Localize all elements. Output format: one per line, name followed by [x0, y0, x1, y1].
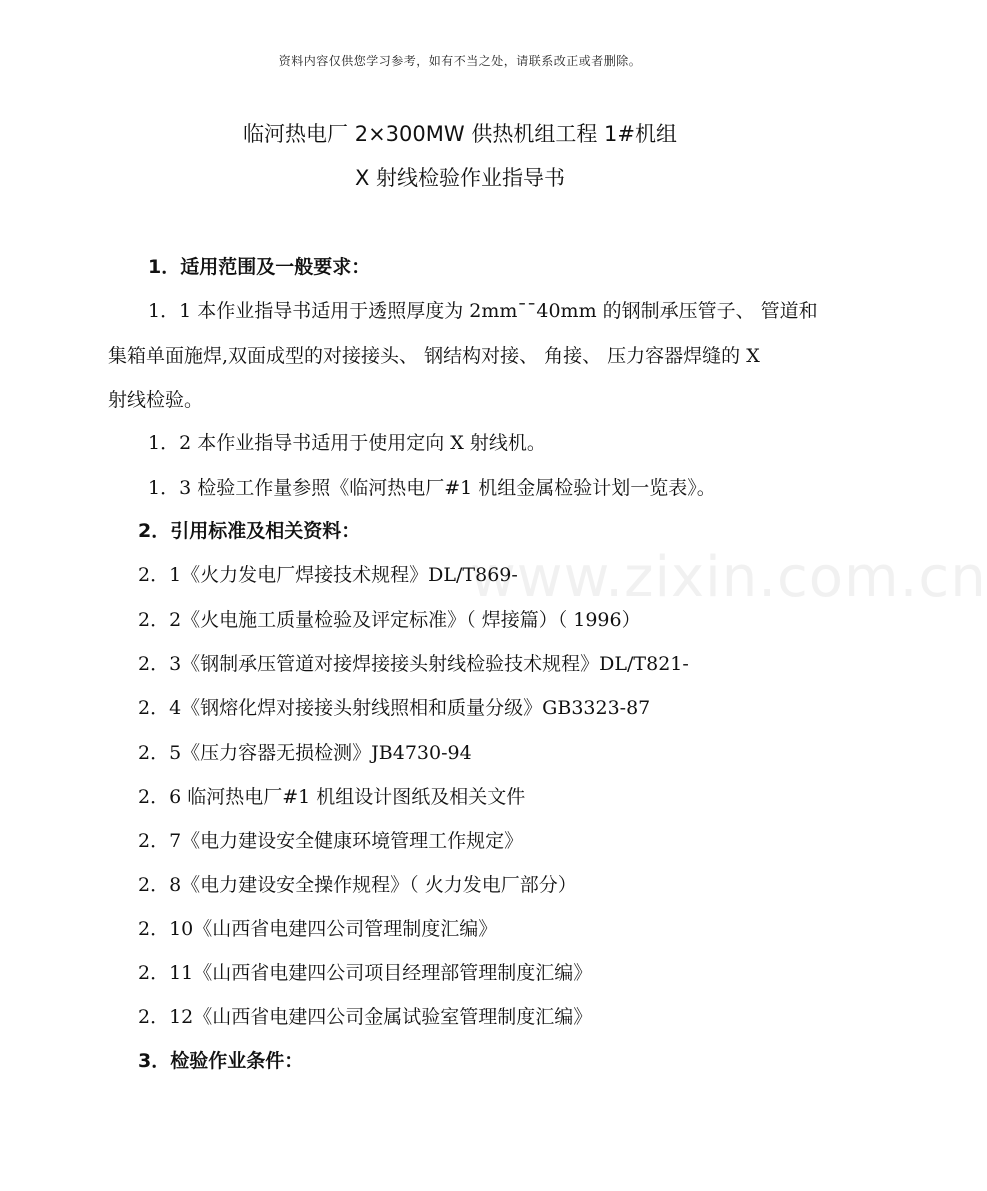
- clause-2-4: 2．4《钢熔化焊对接接头射线照相和质量分级》GB3323-87: [138, 697, 651, 719]
- clause-2-2: 2．2《火电施工质量检验及评定标准》（ 焊接篇）（ 1996）: [138, 609, 641, 631]
- clause-1-3: 1．3 检验工作量参照《临河热电厂#1 机组金属检验计划一览表》。: [148, 477, 716, 499]
- clause-2-1: 2．1《火力发电厂焊接技术规程》DL/T869-: [138, 564, 518, 586]
- disclaimer-header: 资料内容仅供您学习参考，如有不当之处，请联系改正或者删除。: [278, 54, 642, 68]
- clause-1-1-line3: 射线检验。: [108, 389, 204, 411]
- section-3-heading: 3．检验作业条件：: [138, 1050, 304, 1072]
- clause-2-8: 2．8《电力建设安全操作规程》（ 火力发电厂部分）: [138, 874, 577, 896]
- clause-2-11: 2．11《山西省电建四公司项目经理部管理制度汇编》: [138, 962, 593, 984]
- clause-1-1-line1: 1．1 本作业指导书适用于透照厚度为 2mm¯¯40mm 的钢制承压管子、 管道和: [148, 300, 818, 322]
- watermark: www.zixin.com.cn: [470, 545, 987, 610]
- section-2-heading: 2．引用标准及相关资料：: [138, 520, 361, 542]
- clause-2-5: 2．5《压力容器无损检测》JB4730-94: [138, 742, 472, 764]
- section-1-heading: 1．适用范围及一般要求：: [148, 256, 371, 278]
- clause-2-10: 2．10《山西省电建四公司管理制度汇编》: [138, 918, 498, 940]
- document-title-line1: 临河热电厂 2×300MW 供热机组工程 1#机组: [243, 122, 677, 146]
- document-title-line2: X 射线检验作业指导书: [354, 166, 566, 190]
- clause-2-6: 2．6 临河热电厂#1 机组设计图纸及相关文件: [138, 786, 526, 808]
- clause-2-7: 2．7《电力建设安全健康环境管理工作规定》: [138, 830, 524, 852]
- clause-2-12: 2．12《山西省电建四公司金属试验室管理制度汇编》: [138, 1006, 593, 1028]
- clause-2-3: 2．3《钢制承压管道对接焊接接头射线检验技术规程》DL/T821-: [138, 653, 689, 675]
- clause-1-1-line2: 集箱单面施焊,双面成型的对接接头、 钢结构对接、 角接、 压力容器焊缝的 X: [108, 345, 760, 367]
- clause-1-2: 1．2 本作业指导书适用于使用定向 X 射线机。: [148, 432, 546, 454]
